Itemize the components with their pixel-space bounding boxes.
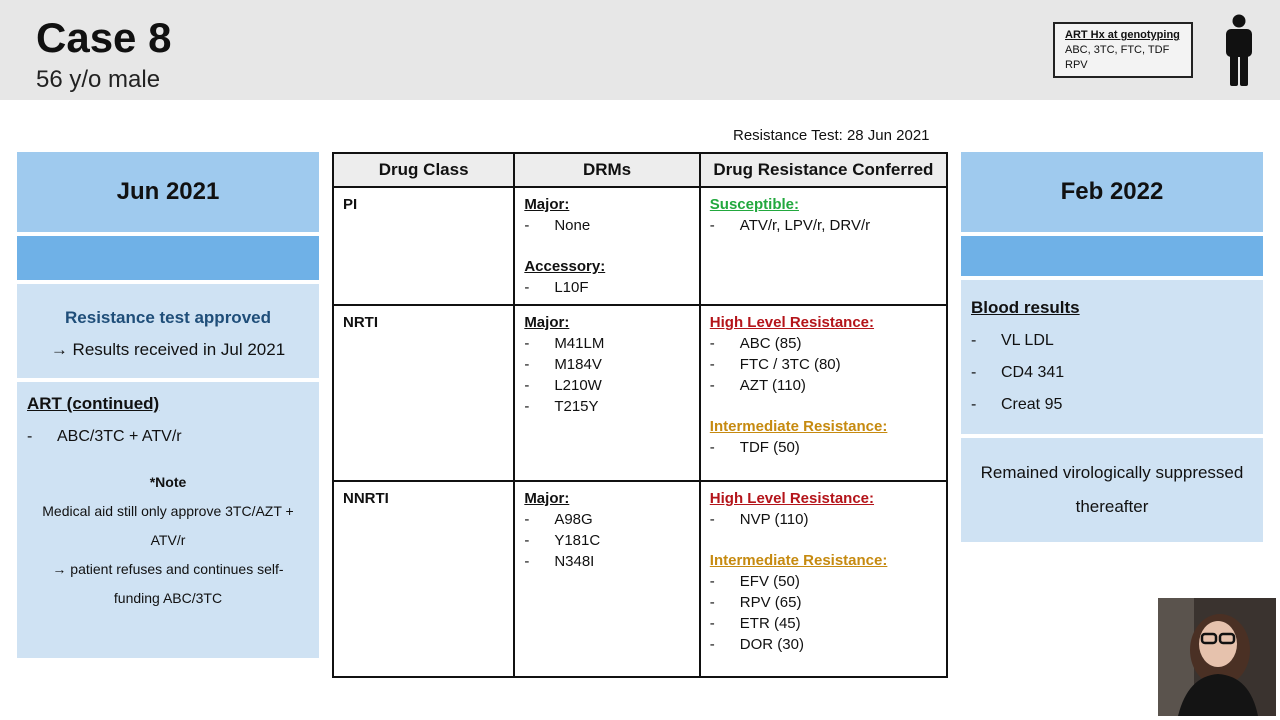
list-item: - ETR (45) — [709, 615, 801, 632]
left-date: Jun 2021 — [116, 178, 220, 205]
note-line-3: → patient refuses and continues self- — [52, 561, 284, 577]
intermediate-label: Intermediate Resistance: — [709, 418, 888, 435]
header-resistance: Drug Resistance Conferred — [700, 153, 947, 187]
right-date: Feb 2022 — [1060, 178, 1164, 205]
page-title: Case 8 — [36, 14, 172, 61]
list-item: - EFV (50) — [709, 573, 800, 590]
art-history-label: ART Hx at genotyping — [1065, 29, 1180, 41]
page-subtitle: 56 y/o male — [36, 66, 161, 93]
list-item: - L210W — [524, 377, 602, 394]
art-history-box — [1053, 22, 1193, 78]
approved-text: Resistance test approved — [65, 308, 271, 327]
list-item: - ATV/r, LPV/r, DRV/r — [709, 217, 871, 234]
note-block — [27, 468, 309, 613]
note-heading: *Note — [149, 474, 187, 490]
major-label: Major: — [524, 490, 570, 507]
list-item: - A98G — [524, 511, 593, 528]
drug-class-nrti: NRTI — [343, 314, 378, 331]
list-item: - M184V — [524, 356, 602, 373]
list-item: - M41LM — [524, 335, 605, 352]
person-icon — [1221, 14, 1257, 88]
list-item: - TDF (50) — [709, 439, 800, 456]
list-item: - DOR (30) — [709, 636, 804, 653]
table-row-nrti — [333, 305, 947, 481]
art-continued-panel — [17, 382, 319, 658]
presenter-webcam — [1158, 598, 1276, 716]
bullet-dash: - — [27, 428, 33, 445]
accessory-label: Accessory: — [524, 258, 606, 275]
list-item: - VL LDL — [971, 332, 1054, 349]
intermediate-label: Intermediate Resistance: — [709, 552, 888, 569]
list-item: - Y181C — [524, 532, 601, 549]
suppressed-line-1: Remained virologically suppressed — [980, 463, 1244, 482]
art-regimen: ABC/3TC + ATV/r — [57, 428, 182, 445]
table-row-pi — [333, 187, 947, 305]
list-item: - None — [524, 217, 591, 234]
major-label: Major: — [524, 314, 570, 331]
note-line-4: funding ABC/3TC — [113, 590, 223, 606]
high-level-label: High Level Resistance: — [709, 490, 875, 507]
blood-heading: Blood results — [971, 298, 1080, 317]
header-drug-class: Drug Class — [333, 153, 514, 187]
suppressed-line-2: thereafter — [1075, 497, 1149, 516]
slide-header — [0, 0, 1280, 100]
table-row-nnrti — [333, 481, 947, 677]
list-item: - T215Y — [524, 398, 599, 415]
resistance-test-date: Resistance Test: 28 Jun 2021 — [733, 127, 930, 144]
list-item: - Creat 95 — [971, 396, 1063, 413]
high-level-label: High Level Resistance: — [709, 314, 875, 331]
left-date-header — [17, 152, 319, 232]
header-drms: DRMs — [514, 153, 699, 187]
major-label: Major: — [524, 196, 570, 213]
list-item: - FTC / 3TC (80) — [709, 356, 841, 373]
presenter-video-icon — [1158, 598, 1276, 716]
drug-resistance-table — [332, 152, 948, 678]
list-item: - L10F — [524, 279, 589, 296]
table-header-row — [333, 153, 947, 187]
list-item: - NVP (110) — [709, 511, 809, 528]
results-received-text: → Results received in Jul 2021 — [50, 340, 286, 359]
art-regimen-row — [27, 428, 309, 446]
right-date-header — [961, 152, 1263, 232]
art-heading: ART (continued) — [27, 394, 160, 413]
list-item: - CD4 341 — [971, 364, 1065, 381]
list-item: - AZT (110) — [709, 377, 806, 394]
blood-results-panel — [961, 280, 1263, 434]
art-history-line-2: RPV — [1065, 59, 1088, 71]
drug-class-nnrti: NNRTI — [343, 490, 389, 507]
note-line-1: Medical aid still only approve 3TC/AZT + — [42, 503, 294, 519]
note-line-2: ATV/r — [150, 532, 186, 548]
list-item: - ABC (85) — [709, 335, 802, 352]
suppressed-panel — [961, 438, 1263, 542]
right-blue-bar — [961, 236, 1263, 276]
drug-class-pi: PI — [343, 196, 358, 213]
list-item: - RPV (65) — [709, 594, 802, 611]
left-blue-bar — [17, 236, 319, 280]
list-item: - N348I — [524, 553, 595, 570]
art-history-line-1: ABC, 3TC, FTC, TDF — [1065, 44, 1170, 56]
susceptible-label: Susceptible: — [709, 196, 799, 213]
resistance-approved-panel — [17, 284, 319, 378]
